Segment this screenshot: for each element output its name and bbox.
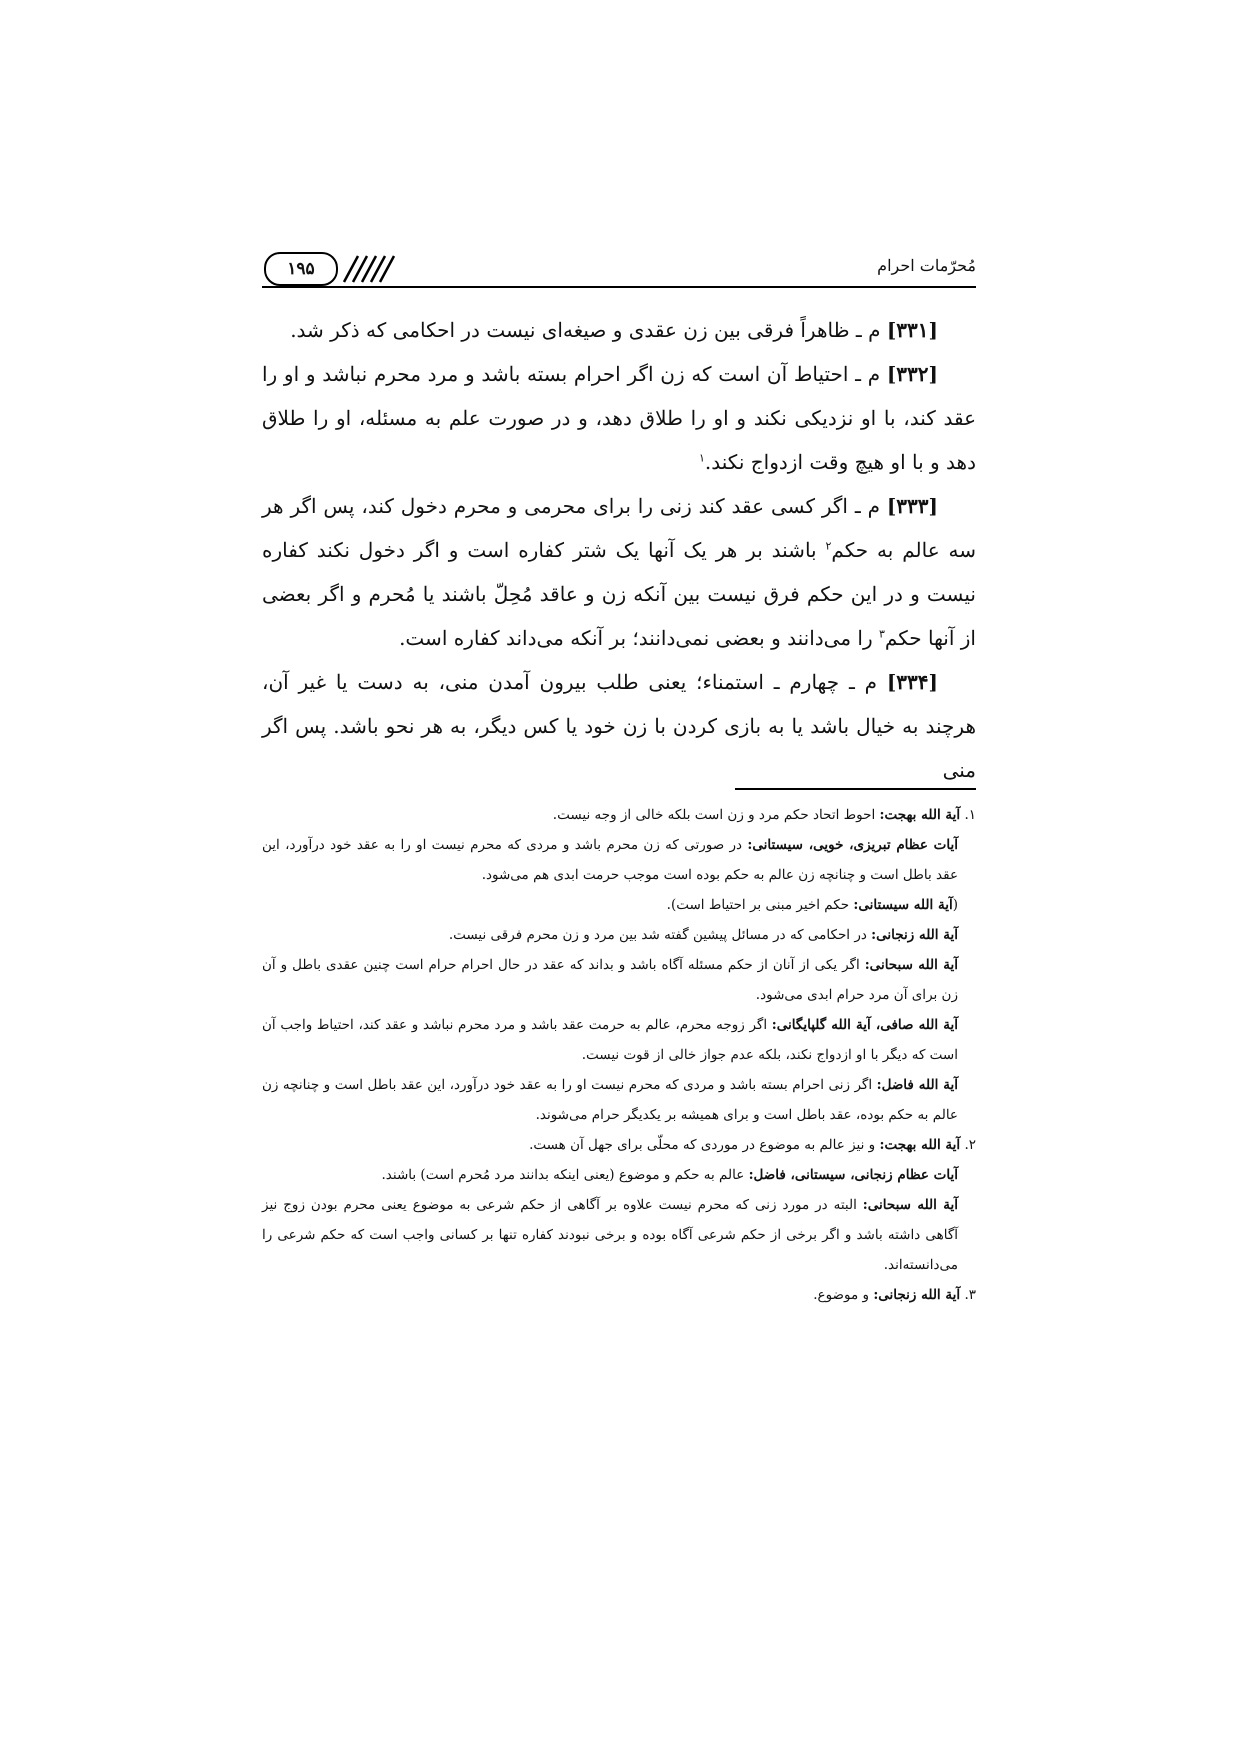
footnote-text: حکم اخیر مبنی بر احتیاط است). xyxy=(666,897,854,913)
ruling-number: [۳۳۴] xyxy=(886,670,938,694)
footnote-text: اگر زنی احرام بسته باشد و مردی که محرم نیست او را به عقد خود درآورد، این عقد باطل است و چنانچه زن عالم به حکم بوده، عقد باطل است و برای همیشه بر یکدیگر حرام می‌شوند. xyxy=(262,1077,958,1123)
authority-name: آیة الله زنجانی: xyxy=(871,927,958,943)
authority-name: آیات عظام تبریزی، خویی، سیستانی: xyxy=(747,837,959,853)
paragraph-text: باشند بر هر یک آنها یک شتر کفاره است و اگر دخول نکند کفاره نیست و در این حکم فرق نیست بین آنکه زن و عاقد مُحِلّ باشند یا مُحرم و اگر بعضی از آنها حکم xyxy=(262,538,976,650)
ruling-number: [۳۳۲] xyxy=(886,362,938,386)
paragraph-334 xyxy=(262,660,976,792)
footnote-1-opinion xyxy=(262,830,976,920)
footnote-text: اگر یکی از آنان از حکم مسئله آگاه باشد و بداند که عقد در حال احرام حرام است چنین عقدی باطل و آن زن برای آن مرد حرام ابدی می‌شود. xyxy=(262,957,958,1003)
main-text xyxy=(262,308,976,792)
paragraph-text: م ـ ظاهراً فرقی بین زن عقدی و صیغه‌ای نیست در احکامی که ذکر شد. xyxy=(290,318,887,342)
authority-name: آیة الله فاضل: xyxy=(876,1077,958,1093)
footnote-text: عالم به حکم و موضوع (یعنی اینکه بدانند مرد مُحرم است) باشند. xyxy=(381,1167,749,1183)
footnote-marker[interactable]: ۳ xyxy=(878,627,885,641)
ruling-number: [۳۳۳] xyxy=(886,494,938,518)
footnote-2 xyxy=(262,1130,976,1160)
footnote-1 xyxy=(262,800,976,830)
footnote-divider xyxy=(735,788,976,790)
chapter-title: مُحرّمات احرام xyxy=(877,256,976,275)
paragraph-331 xyxy=(262,308,976,352)
paragraph-333 xyxy=(262,484,976,660)
footnote-2-opinion xyxy=(262,1190,976,1280)
footnote-2-opinion xyxy=(262,1160,976,1190)
page-header xyxy=(262,250,976,290)
authority-name: آیة الله سبحانی: xyxy=(862,1197,958,1213)
footnote-text: البته در مورد زنی که محرم نیست علاوه بر آگاهی از حکم شرعی به موضوع یعنی محرم بودن زوج نیز آگاهی داشته باشد و اگر برخی از حکم شرعی آگاه بوده و برخی نبودند کفاره تنها بر کسانی واجب است که حکم شرعی را می‌دانسته‌اند. xyxy=(262,1197,958,1273)
footnote-1-opinion xyxy=(262,1010,976,1070)
header-divider xyxy=(262,286,976,288)
footnote-text: در احکامی که در مسائل پیشین گفته شد بین مرد و زن محرم فرقی نیست. xyxy=(448,927,872,943)
paragraph-text: م ـ احتیاط آن است که زن اگر احرام بسته باشد و مرد محرم نباشد و او را عقد کند، با او نزدیکی نکند و او را طلاق دهد، و در صورت علم به مسئله، او را طلاق دهد و با او هیچ وقت ازدواج نکند. xyxy=(262,362,976,474)
authority-name: آیة الله صافی، آیة الله گلپایگانی: xyxy=(771,1017,958,1033)
paragraph-text: را می‌دانند و بعضی نمی‌دانند؛ بر آنکه می‌داند کفاره است. xyxy=(399,626,879,650)
authority-name: آیة الله سبحانی: xyxy=(864,957,958,973)
footnote-text: احوط اتحاد حکم مرد و زن است بلکه خالی از وجه نیست. xyxy=(552,807,880,823)
footnote-1-opinion xyxy=(262,1070,976,1130)
paragraph-332 xyxy=(262,352,976,484)
authority-name: آیات عظام زنجانی، سیستانی، فاضل: xyxy=(748,1167,958,1183)
footnote-3 xyxy=(262,1280,976,1310)
authority-name: آیة الله زنجانی: xyxy=(873,1287,961,1303)
footnote-text: و موضوع. xyxy=(813,1287,874,1303)
footnote-text: اگر زوجه محرم، عالم به حرمت عقد باشد و مرد محرم نباشد و عقد کند، احتیاط واجب آن است که دیگر با او ازدواج نکند، بلکه عدم جواز خالی از قوت نیست. xyxy=(262,1017,958,1063)
decorative-hatch-icon xyxy=(340,252,404,284)
footnote-text: در صورتی که زن محرم باشد و مردی که محرم نیست او را به عقد خود درآورد، این عقد باطل است و چنانچه زن عالم به حکم بوده است موجب حرمت ابدی هم می‌شود. xyxy=(262,837,958,883)
footnote-marker[interactable]: ۲ xyxy=(825,539,832,553)
footnote-1-opinion xyxy=(262,920,976,950)
footnotes xyxy=(262,800,976,1310)
page-number: ۱۹۵ xyxy=(264,252,338,286)
authority-name: آیة الله بهجت: xyxy=(879,807,961,823)
footnote-number: ۱. xyxy=(964,807,976,823)
authority-name: آیة الله سیستانی: xyxy=(853,897,953,913)
paragraph-text: م ـ اگر کسی عقد کند زنی را برای محرمی و محرم دخول کند، پس اگر هر سه عالم به حکم xyxy=(262,494,977,562)
authority-name: آیة الله بهجت: xyxy=(879,1137,961,1153)
footnote-marker[interactable]: ۱ xyxy=(698,451,705,465)
ruling-number: [۳۳۱] xyxy=(886,318,938,342)
note-paren: ( xyxy=(952,897,958,913)
footnote-number: ۳. xyxy=(964,1287,976,1303)
footnote-1-opinion xyxy=(262,950,976,1010)
paragraph-text: م ـ چهارم ـ استمناء؛ یعنی طلب بیرون آمدن منی، به دست یا غیر آن، هرچند به خیال باشد یا به بازی کردن با زن خود یا کس دیگر، به هر نحو باشد. پس اگر منی xyxy=(262,670,976,782)
footnote-text: و نیز عالم به موضوع در موردی که محلّی برای جهل آن هست. xyxy=(529,1137,880,1153)
footnote-number: ۲. xyxy=(964,1137,976,1153)
